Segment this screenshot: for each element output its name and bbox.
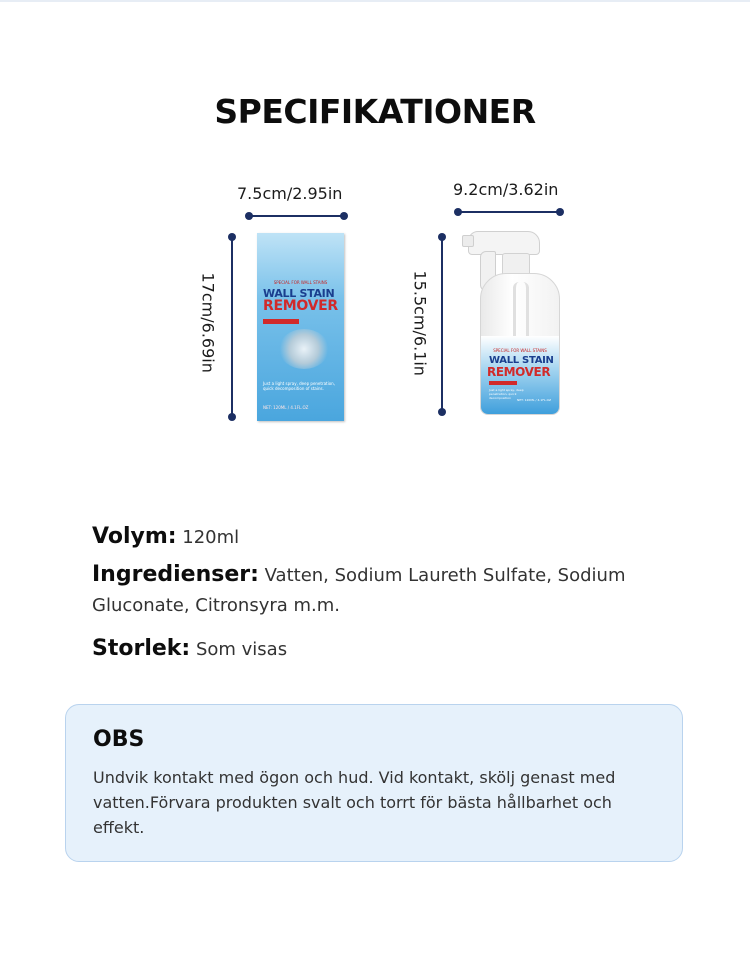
bottle-description: Just a light spray, deep penetration, quick decomposition <box>489 388 524 400</box>
product-box-image <box>257 233 344 421</box>
spec-size <box>92 634 672 665</box>
box-height-start-dot <box>228 233 236 241</box>
spray-nozzle <box>462 235 474 247</box>
bottle-body <box>480 273 560 415</box>
box-brand-line1: WALL STAIN <box>263 287 335 300</box>
box-width-end-dot <box>340 212 348 220</box>
bottle-red-strip <box>489 381 517 385</box>
spec-volume-value: 120ml <box>182 527 240 548</box>
box-width-label: 7.5cm/2.95in <box>237 184 343 203</box>
product-bottle-image <box>462 227 558 413</box>
bottle-height-end-dot <box>438 408 446 416</box>
box-spray-graphic <box>279 329 329 369</box>
bottle-net-volume: NET: 120ML / 4.1FL.OZ <box>517 398 552 402</box>
page-title: SPECIFIKATIONER <box>214 92 536 131</box>
spec-volume-label: Volym: <box>92 524 177 549</box>
box-tagline: SPECIAL FOR WALL STAINS <box>273 280 328 285</box>
bottle-width-line <box>458 211 560 213</box>
spec-ingredients <box>92 560 672 621</box>
spray-head <box>468 231 540 255</box>
spec-ingredients-value: Vatten, Sodium Laureth Sulfate, Sodium Gluconate, Citronsyra m.m. <box>92 565 626 616</box>
box-brand-line2: REMOVER <box>263 298 338 314</box>
spec-ingredients-label: Ingredienser: <box>92 562 259 587</box>
bottle-brand-line1: WALL STAIN <box>489 355 554 366</box>
box-red-strip <box>263 319 299 324</box>
bottle-width-label: 9.2cm/3.62in <box>453 180 559 199</box>
box-height-end-dot <box>228 413 236 421</box>
box-height-label: 17cm/6.69in <box>198 272 218 373</box>
bottle-height-label: 15.5cm/6.1in <box>410 270 430 376</box>
bottle-height-line <box>441 237 443 412</box>
box-width-line <box>249 215 345 217</box>
notice-body: Undvik kontakt med ögon och hud. Vid kontakt, skölj genast med vatten.Förvara produkten svalt och torrt för bästa hållbarhet och effekt. <box>93 768 616 837</box>
notice-box <box>65 704 683 862</box>
bottle-label <box>481 336 559 414</box>
box-height-line <box>231 237 233 417</box>
notice-heading: OBS <box>93 727 145 752</box>
box-description: Just a light spray, deep penetration, quick decomposition of stains. <box>263 381 335 391</box>
top-divider <box>0 0 750 2</box>
bottle-tagline: SPECIAL FOR WALL STAINS <box>493 348 547 353</box>
bottle-height-start-dot <box>438 233 446 241</box>
box-width-start-dot <box>245 212 253 220</box>
spec-size-value: Som visas <box>195 639 288 660</box>
bottle-brand-line2: REMOVER <box>487 365 551 379</box>
box-net-volume: NET: 120ML / 4.1FL.OZ <box>263 405 309 410</box>
spec-volume <box>92 522 672 553</box>
spec-size-label: Storlek: <box>92 636 191 661</box>
bottle-width-end-dot <box>556 208 564 216</box>
bottle-width-start-dot <box>454 208 462 216</box>
